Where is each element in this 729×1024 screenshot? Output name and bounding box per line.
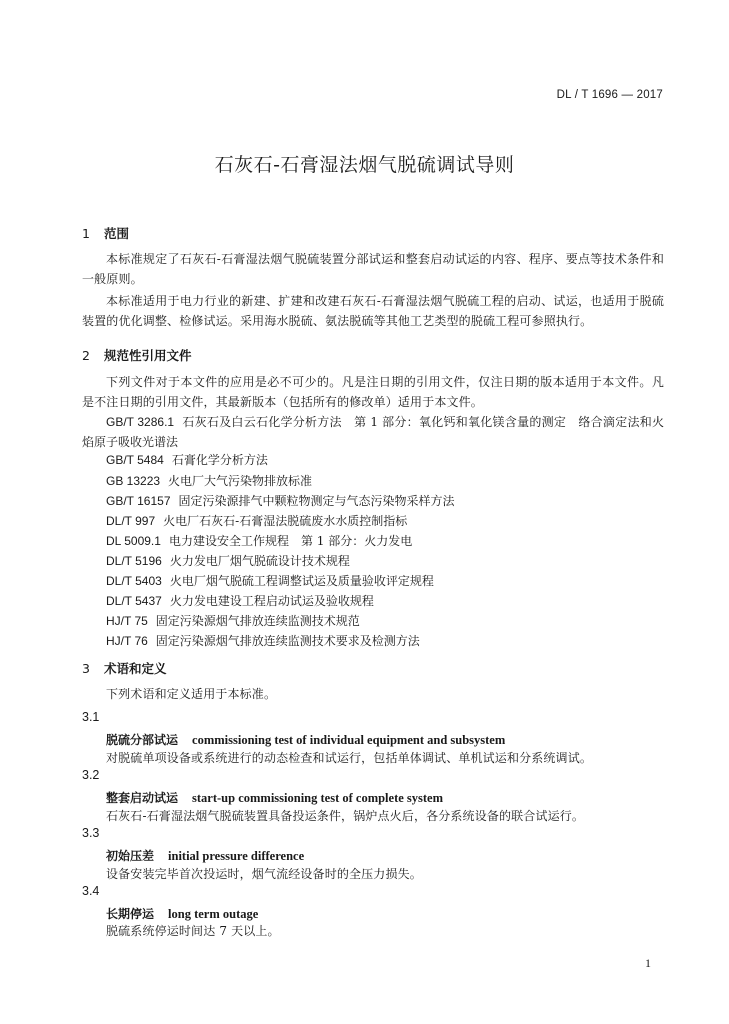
- section-number: 1: [82, 226, 90, 241]
- reference-code: GB/T 5484: [106, 453, 164, 467]
- reference-title: 石膏化学分析方法: [171, 453, 268, 467]
- reference-title: 火力发电建设工程启动试运及验收规程: [169, 594, 374, 608]
- reference-item: [106, 450, 268, 470]
- reference-item: [106, 531, 412, 551]
- reference-code: DL 5009.1: [106, 534, 161, 548]
- reference-title: 固定污染源烟气排放连续监测技术规范: [155, 614, 360, 628]
- term-definition: 对脱硫单项设备或系统进行的动态检查和试运行，包括单体调试、单机试运和分系统调试。: [106, 751, 593, 765]
- scope-paragraph-1: 本标准规定了石灰石-石膏湿法烟气脱硫装置分部试运和整套启动试运的内容、程序、要点等技术条件和一般原则。: [82, 252, 664, 286]
- reference-title: 电力建设安全工作规程 第 1 部分：火力发电: [168, 534, 413, 548]
- reference-item: [106, 611, 360, 631]
- reference-code: GB/T 3286.1: [106, 415, 175, 429]
- section-3-heading: [82, 659, 167, 677]
- section-number: 3: [82, 661, 90, 676]
- terms-intro: 下列术语和定义适用于本标准。: [106, 687, 277, 701]
- reference-title: 火电厂石灰石-石膏湿法脱硫废水水质控制指标: [163, 514, 408, 528]
- term-definition: 石灰石-石膏湿法烟气脱硫装置具备投运条件，锅炉点火后，各分系统设备的联合试运行。: [106, 809, 585, 823]
- term-heading: [106, 789, 443, 806]
- reference-item: [82, 412, 664, 452]
- reference-code: HJ/T 75: [106, 614, 148, 628]
- section-2-heading: [82, 346, 192, 364]
- term-number: 3.2: [82, 768, 100, 782]
- reference-code: GB 13223: [106, 474, 161, 488]
- section-number: 2: [82, 348, 90, 363]
- reference-item: [106, 511, 407, 531]
- term-definition: 设备安装完毕首次投运时，烟气流经设备时的全压力损失。: [106, 867, 422, 881]
- reference-title: 火电厂大气污染物排放标准: [168, 474, 313, 488]
- references-intro: 下列文件对于本文件的应用是必不可少的。凡是注日期的引用文件，仅注日期的版本适用于本文件。凡是不注日期的引用文件，其最新版本（包括所有的修改单）适用于本文件。: [82, 375, 664, 409]
- scope-paragraph-2: 本标准适用于电力行业的新建、扩建和改建石灰石-石膏湿法烟气脱硫工程的启动、试运，也适用于脱硫装置的优化调整、检修试运。采用海水脱硫、氨法脱硫等其他工艺类型的脱硫工程可参照执行。: [82, 294, 664, 328]
- page-number: 1: [645, 956, 651, 970]
- term-heading: [106, 905, 258, 922]
- term-en: long term outage: [168, 907, 259, 921]
- reference-title: 火力发电厂烟气脱硫设计技术规程: [169, 554, 350, 568]
- term-zh: 脱硫分部试运: [106, 733, 179, 747]
- term-zh: 长期停运: [106, 907, 155, 921]
- term-heading: [106, 847, 304, 864]
- term-number: 3.4: [82, 884, 100, 898]
- term-zh: 整套启动试运: [106, 791, 179, 805]
- section-1-heading: [82, 224, 129, 242]
- reference-code: DL/T 997: [106, 514, 156, 528]
- reference-item: [106, 571, 434, 591]
- term-zh: 初始压差: [106, 849, 155, 863]
- reference-code: GB/T 16157: [106, 494, 171, 508]
- reference-code: DL/T 5437: [106, 594, 162, 608]
- reference-title: 固定污染源烟气排放连续监测技术要求及检测方法: [155, 634, 420, 648]
- reference-title: 石灰石及白云石化学分析方法 第 1 部分：氧化钙和氧化镁含量的测定 络合滴定法和火焰原子吸收光谱法: [82, 415, 664, 449]
- reference-item: [106, 491, 455, 511]
- term-number: 3.1: [82, 710, 100, 724]
- section-title: 范围: [104, 226, 130, 241]
- reference-item: [106, 471, 312, 491]
- reference-item: [106, 551, 350, 571]
- term-en: commissioning test of individual equipment and subsystem: [192, 733, 506, 747]
- term-en: initial pressure difference: [168, 849, 305, 863]
- reference-item: [106, 591, 374, 611]
- reference-code: HJ/T 76: [106, 634, 148, 648]
- standard-code: DL / T 1696 — 2017: [556, 89, 663, 101]
- term-definition: 脱硫系统停运时间达 7 天以上。: [106, 924, 280, 938]
- reference-code: DL/T 5403: [106, 574, 162, 588]
- reference-title: 固定污染源排气中颗粒物测定与气态污染物采样方法: [178, 494, 455, 508]
- reference-title: 火电厂烟气脱硫工程调整试运及质量验收评定规程: [169, 574, 434, 588]
- term-heading: [106, 731, 505, 748]
- term-number: 3.3: [82, 826, 100, 840]
- term-en: start-up commissioning test of complete system: [192, 791, 444, 805]
- reference-code: DL/T 5196: [106, 554, 162, 568]
- section-title: 术语和定义: [104, 661, 167, 676]
- reference-item: [106, 631, 420, 651]
- document-title: 石灰石-石膏湿法烟气脱硫调试导则: [214, 154, 515, 176]
- section-title: 规范性引用文件: [104, 348, 192, 363]
